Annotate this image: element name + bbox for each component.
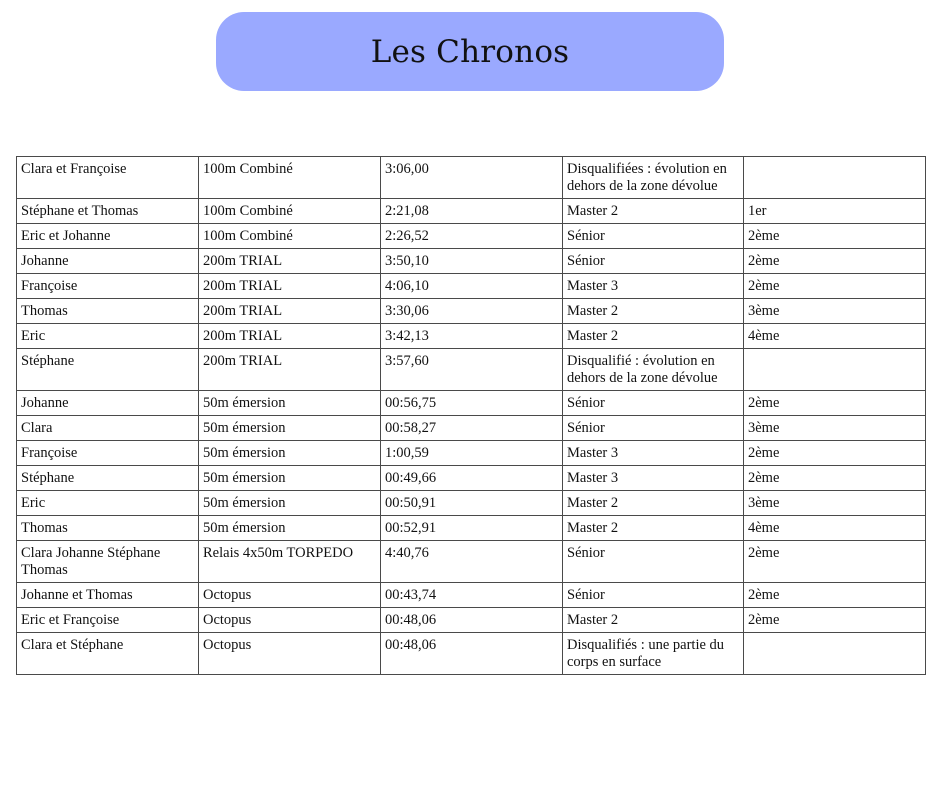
category-cell: Sénior — [563, 541, 744, 583]
time-cell: 3:06,00 — [381, 157, 563, 199]
table-row — [17, 416, 926, 441]
time-cell: 3:50,10 — [381, 249, 563, 274]
time-cell: 3:42,13 — [381, 324, 563, 349]
results-table-body — [17, 157, 926, 675]
athlete-cell: Johanne et Thomas — [17, 583, 199, 608]
athlete-cell: Clara Johanne Stéphane Thomas — [17, 541, 199, 583]
athlete-cell: Johanne — [17, 249, 199, 274]
table-row — [17, 199, 926, 224]
event-cell: 100m Combiné — [199, 157, 381, 199]
rank-cell — [744, 349, 926, 391]
event-cell: Relais 4x50m TORPEDO — [199, 541, 381, 583]
rank-cell: 2ème — [744, 391, 926, 416]
table-row — [17, 349, 926, 391]
athlete-cell: Clara et Françoise — [17, 157, 199, 199]
table-row — [17, 441, 926, 466]
category-cell: Master 2 — [563, 516, 744, 541]
athlete-cell: Clara et Stéphane — [17, 633, 199, 675]
category-cell: Master 3 — [563, 466, 744, 491]
time-cell: 4:06,10 — [381, 274, 563, 299]
event-cell: 100m Combiné — [199, 224, 381, 249]
time-cell: 00:50,91 — [381, 491, 563, 516]
table-row — [17, 583, 926, 608]
athlete-cell: Thomas — [17, 516, 199, 541]
rank-cell: 3ème — [744, 416, 926, 441]
rank-cell: 2ème — [744, 249, 926, 274]
page-title: Les Chronos — [370, 33, 570, 70]
athlete-cell: Eric et Johanne — [17, 224, 199, 249]
rank-cell — [744, 157, 926, 199]
athlete-cell: Eric — [17, 491, 199, 516]
rank-cell: 2ème — [744, 274, 926, 299]
table-row — [17, 299, 926, 324]
rank-cell — [744, 633, 926, 675]
table-row — [17, 491, 926, 516]
category-cell: Master 3 — [563, 274, 744, 299]
time-cell: 00:56,75 — [381, 391, 563, 416]
athlete-cell: Stéphane — [17, 466, 199, 491]
event-cell: 200m TRIAL — [199, 324, 381, 349]
category-cell: Sénior — [563, 224, 744, 249]
rank-cell: 2ème — [744, 224, 926, 249]
category-cell: Sénior — [563, 416, 744, 441]
category-cell: Master 3 — [563, 441, 744, 466]
athlete-cell: Françoise — [17, 441, 199, 466]
table-row — [17, 274, 926, 299]
athlete-cell: Stéphane — [17, 349, 199, 391]
rank-cell: 2ème — [744, 541, 926, 583]
rank-cell: 2ème — [744, 608, 926, 633]
event-cell: 50m émersion — [199, 391, 381, 416]
table-row — [17, 157, 926, 199]
athlete-cell: Stéphane et Thomas — [17, 199, 199, 224]
time-cell: 2:21,08 — [381, 199, 563, 224]
table-row — [17, 541, 926, 583]
rank-cell: 2ème — [744, 441, 926, 466]
category-cell: Sénior — [563, 249, 744, 274]
time-cell: 00:43,74 — [381, 583, 563, 608]
rank-cell: 2ème — [744, 466, 926, 491]
event-cell: 50m émersion — [199, 491, 381, 516]
table-row — [17, 608, 926, 633]
event-cell: Octopus — [199, 633, 381, 675]
time-cell: 4:40,76 — [381, 541, 563, 583]
time-cell: 3:30,06 — [381, 299, 563, 324]
rank-cell: 3ème — [744, 491, 926, 516]
title-banner — [216, 12, 724, 91]
rank-cell: 3ème — [744, 299, 926, 324]
event-cell: 200m TRIAL — [199, 349, 381, 391]
category-cell: Master 2 — [563, 324, 744, 349]
rank-cell: 2ème — [744, 583, 926, 608]
category-cell: Disqualifiés : une partie du corps en surface — [563, 633, 744, 675]
category-cell: Master 2 — [563, 199, 744, 224]
time-cell: 3:57,60 — [381, 349, 563, 391]
athlete-cell: Johanne — [17, 391, 199, 416]
category-cell: Disqualifiées : évolution en dehors de la zone dévolue — [563, 157, 744, 199]
rank-cell: 4ème — [744, 324, 926, 349]
table-row — [17, 391, 926, 416]
table-row — [17, 224, 926, 249]
event-cell: 100m Combiné — [199, 199, 381, 224]
category-cell: Master 2 — [563, 299, 744, 324]
event-cell: 200m TRIAL — [199, 274, 381, 299]
category-cell: Sénior — [563, 583, 744, 608]
event-cell: 50m émersion — [199, 516, 381, 541]
table-row — [17, 324, 926, 349]
time-cell: 00:49,66 — [381, 466, 563, 491]
results-table — [16, 156, 926, 675]
time-cell: 2:26,52 — [381, 224, 563, 249]
time-cell: 00:58,27 — [381, 416, 563, 441]
time-cell: 00:48,06 — [381, 608, 563, 633]
time-cell: 00:52,91 — [381, 516, 563, 541]
athlete-cell: Françoise — [17, 274, 199, 299]
rank-cell: 1er — [744, 199, 926, 224]
athlete-cell: Eric — [17, 324, 199, 349]
time-cell: 00:48,06 — [381, 633, 563, 675]
event-cell: 200m TRIAL — [199, 299, 381, 324]
rank-cell: 4ème — [744, 516, 926, 541]
event-cell: Octopus — [199, 583, 381, 608]
category-cell: Master 2 — [563, 608, 744, 633]
table-row — [17, 633, 926, 675]
category-cell: Master 2 — [563, 491, 744, 516]
table-row — [17, 466, 926, 491]
table-row — [17, 516, 926, 541]
event-cell: 50m émersion — [199, 416, 381, 441]
athlete-cell: Thomas — [17, 299, 199, 324]
table-row — [17, 249, 926, 274]
event-cell: Octopus — [199, 608, 381, 633]
athlete-cell: Eric et Françoise — [17, 608, 199, 633]
category-cell: Disqualifié : évolution en dehors de la zone dévolue — [563, 349, 744, 391]
event-cell: 50m émersion — [199, 441, 381, 466]
athlete-cell: Clara — [17, 416, 199, 441]
event-cell: 50m émersion — [199, 466, 381, 491]
event-cell: 200m TRIAL — [199, 249, 381, 274]
time-cell: 1:00,59 — [381, 441, 563, 466]
category-cell: Sénior — [563, 391, 744, 416]
